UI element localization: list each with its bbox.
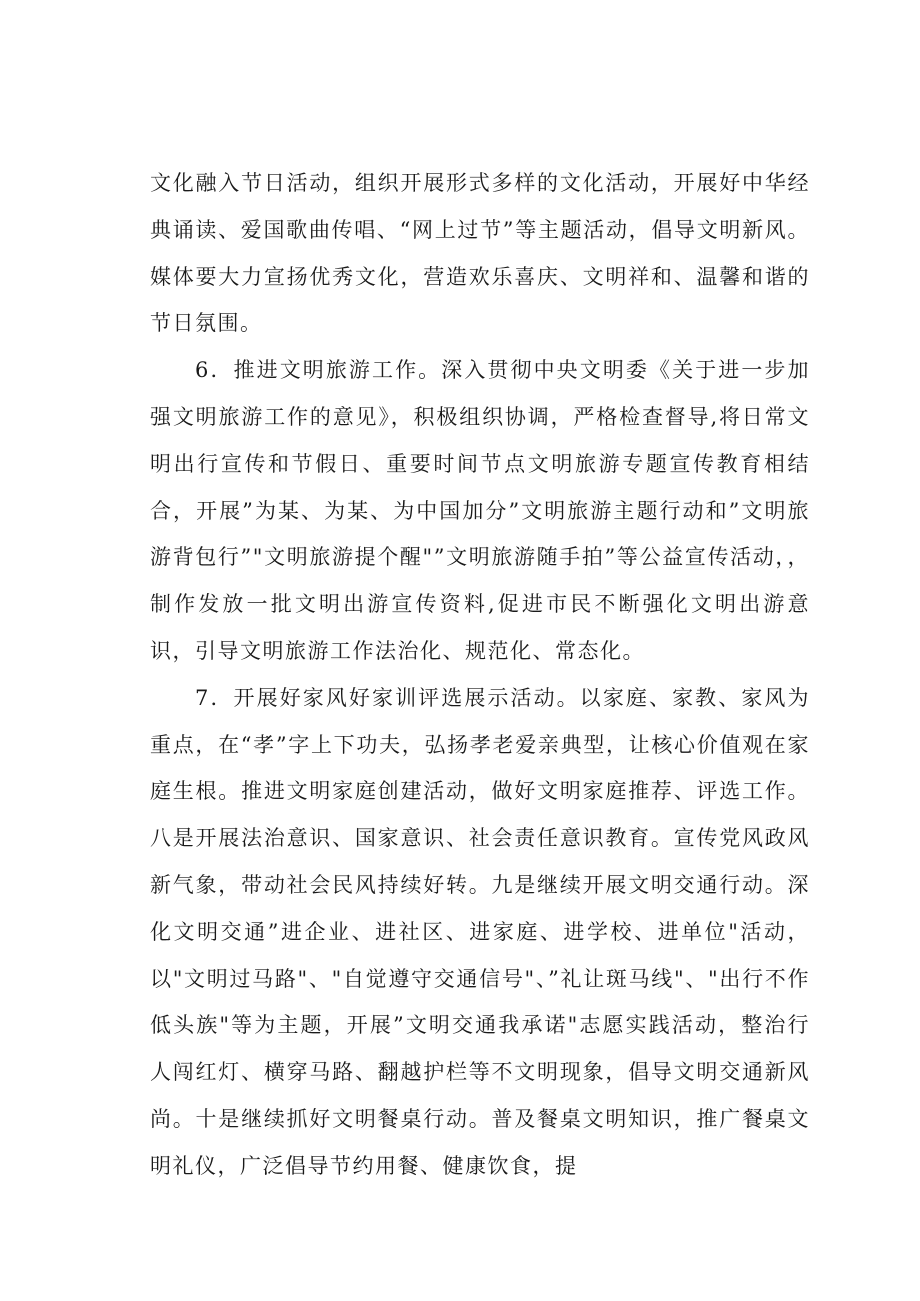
paragraph-civilized-tourism: 6．推进文明旅游工作。深入贯彻中央文明委《关于进一步加强文明旅游工作的意见》，积极组织协调，严格检查督导,将日常文明出行宣传和节假日、重要时间节点文明旅游专题宣传教育相结合，开展”为某、为某、为中国加分”文明旅游主题行动和”文明旅游背包行”"文明旅游提个醒"”文明旅游随手拍”等公益宣传活动，，制作发放一批文明出游宣传资料,促进市民不断强化文明出游意识，引导文明旅游工作法治化、规范化、常态化。 [150, 358, 810, 663]
paragraph-festival-culture: 文化融入节日活动，组织开展形式多样的文化活动，开展好中华经典诵读、爱国歌曲传唱、“网上过节”等主题活动，倡导文明新风。媒体要大力宣扬优秀文化，营造欢乐喜庆、文明祥和、温馨和谐的节日氛围。 [150, 171, 810, 336]
paragraph-family-tradition: 7．开展好家风好家训评选展示活动。以家庭、家教、家风为重点，在“孝”字上下功夫，弘扬孝老爱亲典型，让核心价值观在家庭生根。推进文明家庭创建活动，做好文明家庭推荐、评选工作。八是开展法治意识、国家意识、社会责任意识教育。宣传党风政风新气象，带动社会民风持续好转。九是继续开展文明交通行动。深化文明交通”进企业、进社区、进家庭、进学校、进单位"活动，以"文明过马路"、"自觉遵守交通信号"、”礼让斑马线"、"出行不作低头族"等为主题，开展”文明交通我承诺"志愿实践活动，整治行人闯红灯、横穿马路、翻越护栏等不文明现象，倡导文明交通新风尚。十是继续抓好文明餐桌行动。普及餐桌文明知识，推广餐桌文明礼仪，广泛倡导节约用餐、健康饮食，提 [150, 685, 810, 1178]
document-page [150, 160, 810, 1190]
